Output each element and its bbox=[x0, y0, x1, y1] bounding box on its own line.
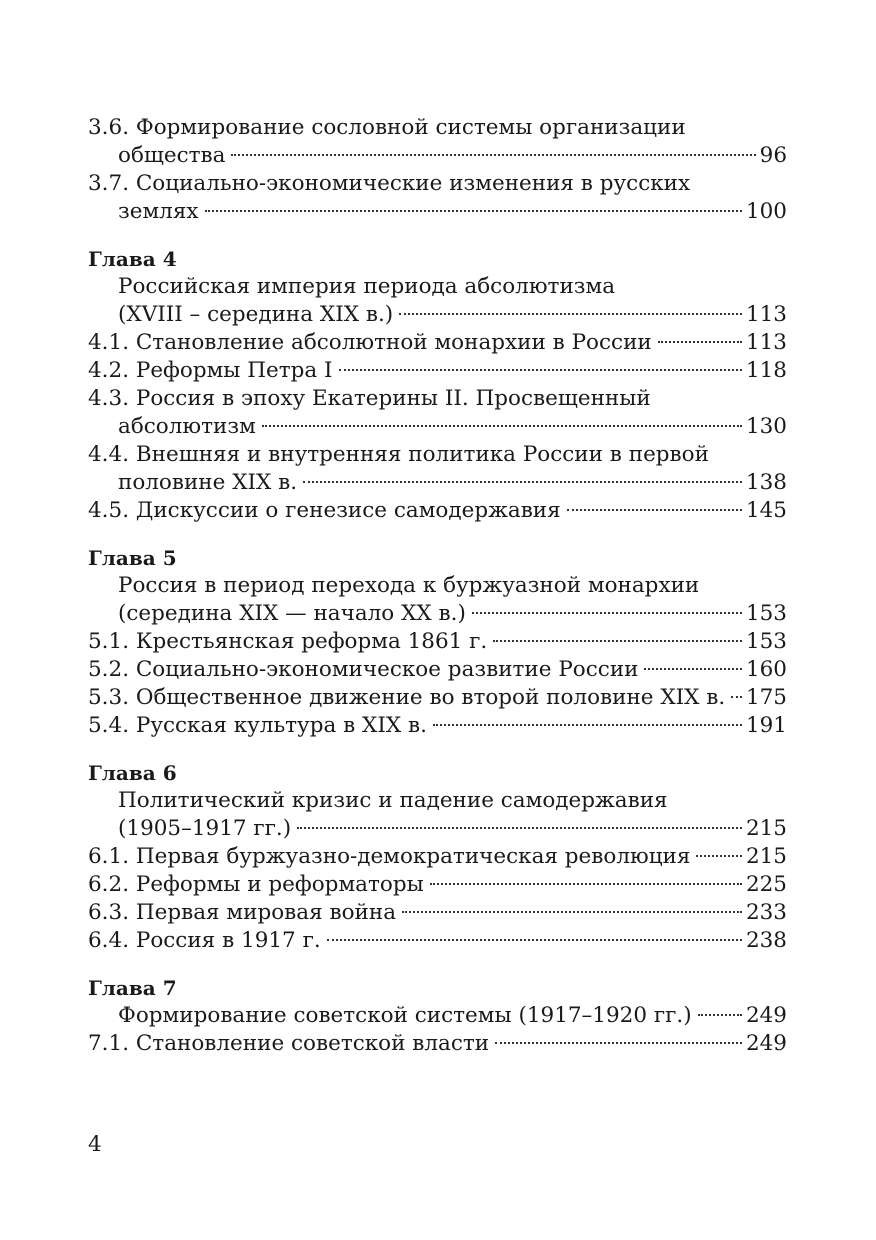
dot-leader bbox=[433, 724, 742, 726]
toc-entry-page: 238 bbox=[745, 928, 787, 953]
toc-entry-title: 5.2. Социально-экономическое развитие России bbox=[88, 657, 639, 682]
toc-entry-title: 6.1. Первая буржуазно-демократическая революция bbox=[88, 844, 691, 869]
dot-leader bbox=[495, 1042, 742, 1044]
toc-entry-title: 4.5. Дискуссии о генезисе самодержавия bbox=[88, 498, 561, 523]
dot-leader bbox=[698, 1014, 742, 1016]
toc-entry bbox=[88, 142, 787, 170]
toc-entry bbox=[88, 600, 787, 628]
chapter-block bbox=[88, 544, 787, 740]
toc-entry-page: 249 bbox=[745, 1003, 787, 1028]
toc-entry-page: 100 bbox=[745, 199, 787, 224]
toc-entry bbox=[88, 1002, 787, 1030]
toc-entry-page: 145 bbox=[745, 498, 787, 523]
toc-entry bbox=[88, 114, 787, 142]
toc-entry bbox=[88, 628, 787, 656]
toc-entry-title: 7.1. Становление советской власти bbox=[88, 1031, 490, 1056]
dot-leader bbox=[696, 855, 742, 857]
toc-entry-title: 6.2. Реформы и реформаторы bbox=[88, 872, 424, 897]
section-block bbox=[88, 114, 787, 226]
chapter-heading: Глава 5 bbox=[88, 546, 177, 570]
toc-entry-page: 130 bbox=[745, 414, 787, 439]
chapter-heading: Глава 7 bbox=[88, 976, 177, 1000]
dot-leader bbox=[402, 911, 742, 913]
toc-entry bbox=[88, 927, 787, 955]
toc-entry-title: (XVIII – середина XIX в.) bbox=[118, 302, 394, 327]
toc-entry-page: 96 bbox=[759, 143, 787, 168]
toc-entry bbox=[88, 170, 787, 198]
toc-entry-title: общества bbox=[118, 143, 226, 168]
toc-entry-title: 6.4. Россия в 1917 г. bbox=[88, 928, 321, 953]
toc-entry-page: 138 bbox=[745, 470, 787, 495]
toc-entry-page: 225 bbox=[745, 872, 787, 897]
toc-entry bbox=[88, 497, 787, 525]
toc-entry-page: 249 bbox=[745, 1031, 787, 1056]
toc-entry-page: 215 bbox=[745, 844, 787, 869]
toc-entry-title: 3.7. Социально-экономические изменения в русских bbox=[88, 171, 691, 196]
toc-entry-title: абсолютизм bbox=[118, 414, 256, 439]
toc-entry-title: 5.1. Крестьянская реформа 1861 г. bbox=[88, 629, 488, 654]
toc-entry-title: 4.3. Россия в эпоху Екатерины II. Просвещенный bbox=[88, 386, 651, 411]
dot-leader bbox=[493, 640, 742, 642]
toc-entry bbox=[88, 441, 787, 469]
toc-entry-title: 4.2. Реформы Петра I bbox=[88, 358, 333, 383]
dot-leader bbox=[339, 369, 742, 371]
dot-leader bbox=[430, 883, 742, 885]
toc-entry-page: 113 bbox=[745, 302, 787, 327]
toc-entry bbox=[88, 357, 787, 385]
toc-entry bbox=[88, 572, 787, 600]
dot-leader bbox=[658, 341, 742, 343]
toc-entry-title: половине XIX в. bbox=[118, 470, 298, 495]
toc-entry-title: 3.6. Формирование сословной системы организации bbox=[88, 115, 686, 140]
toc-entry bbox=[88, 301, 787, 329]
toc-entry-page: 153 bbox=[745, 629, 787, 654]
page-number: 4 bbox=[88, 1132, 102, 1157]
toc-entry-title: Формирование советской системы (1917–1920 гг.) bbox=[118, 1003, 692, 1028]
toc-entry-page: 215 bbox=[745, 816, 787, 841]
toc-entry-title: 6.3. Первая мировая война bbox=[88, 900, 397, 925]
dot-leader bbox=[303, 481, 742, 483]
dot-leader bbox=[297, 827, 742, 829]
dot-leader bbox=[567, 509, 742, 511]
toc-entry-title: Российская империя периода абсолютизма bbox=[118, 274, 616, 299]
toc-entry-title: (середина XIX — начало XX в.) bbox=[118, 601, 466, 626]
toc-entry-page: 191 bbox=[745, 713, 787, 738]
toc-entry bbox=[88, 413, 787, 441]
toc-entry-title: 4.1. Становление абсолютной монархии в России bbox=[88, 330, 652, 355]
toc-entry bbox=[88, 843, 787, 871]
toc-entry-page: 118 bbox=[745, 358, 787, 383]
dot-leader bbox=[327, 939, 742, 941]
table-of-contents bbox=[88, 114, 787, 1058]
toc-entry-page: 175 bbox=[745, 685, 787, 710]
chapter-heading: Глава 4 bbox=[88, 247, 177, 271]
dot-leader bbox=[399, 313, 742, 315]
toc-entry-title: 5.4. Русская культура в XIX в. bbox=[88, 713, 427, 738]
toc-entry bbox=[88, 871, 787, 899]
toc-entry bbox=[88, 656, 787, 684]
toc-entry-page: 233 bbox=[745, 900, 787, 925]
dot-leader bbox=[644, 668, 741, 670]
dot-leader bbox=[472, 612, 742, 614]
toc-entry bbox=[88, 815, 787, 843]
dot-leader bbox=[262, 425, 742, 427]
toc-entry-page: 160 bbox=[745, 657, 787, 682]
toc-entry-title: Политический кризис и падение самодержавия bbox=[118, 788, 668, 813]
chapter-block bbox=[88, 245, 787, 525]
toc-entry bbox=[88, 787, 787, 815]
toc-entry bbox=[88, 198, 787, 226]
toc-entry-page: 153 bbox=[745, 601, 787, 626]
dot-leader bbox=[231, 154, 755, 156]
toc-entry bbox=[88, 385, 787, 413]
chapter-block bbox=[88, 974, 787, 1058]
chapter-heading: Глава 6 bbox=[88, 761, 177, 785]
toc-entry-page: 113 bbox=[745, 330, 787, 355]
toc-entry bbox=[88, 273, 787, 301]
chapter-block bbox=[88, 759, 787, 955]
toc-entry bbox=[88, 684, 787, 712]
toc-entry-title: 5.3. Общественное движение во второй половине XIX в. bbox=[88, 685, 726, 710]
toc-entry-title: 4.4. Внешняя и внутренняя политика России в первой bbox=[88, 442, 709, 467]
toc-entry-title: Россия в период перехода к буржуазной монархии bbox=[118, 573, 700, 598]
dot-leader bbox=[205, 210, 742, 212]
toc-entry bbox=[88, 899, 787, 927]
toc-entry-title: землях bbox=[118, 199, 199, 224]
toc-entry-title: (1905–1917 гг.) bbox=[118, 816, 292, 841]
dot-leader bbox=[731, 696, 742, 698]
toc-entry bbox=[88, 1030, 787, 1058]
toc-entry bbox=[88, 469, 787, 497]
toc-entry bbox=[88, 712, 787, 740]
toc-entry bbox=[88, 329, 787, 357]
